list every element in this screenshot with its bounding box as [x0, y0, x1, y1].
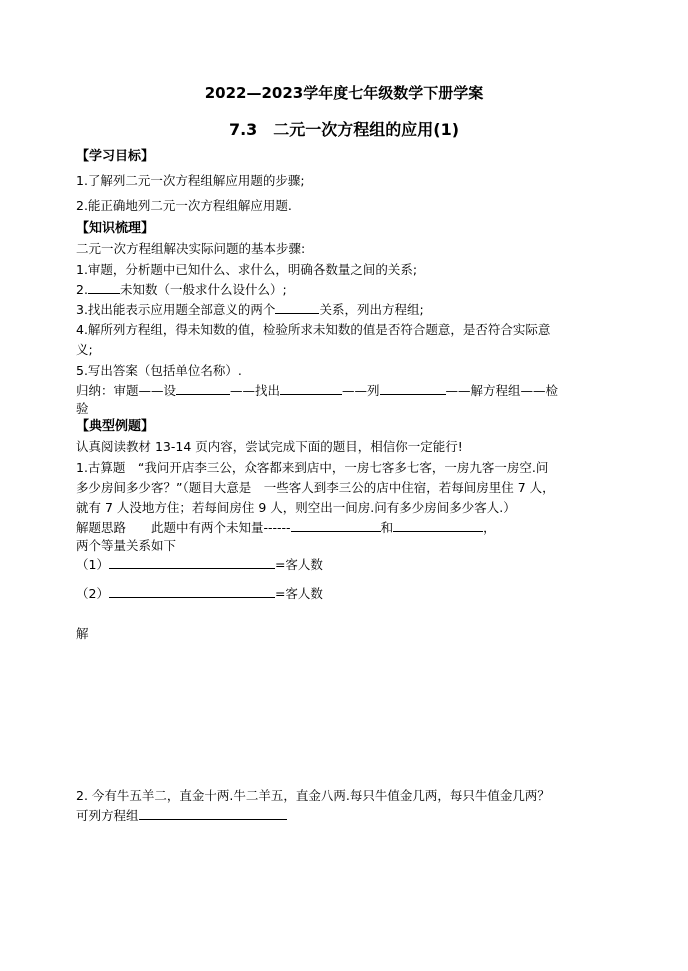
knowledge-intro: 二元一次方程组解决实际问题的基本步骤:: [76, 241, 306, 256]
question-2-line: 2. 今有牛五羊二，直金十两.牛二羊五，直金八两.每只牛值金几两，每只牛值金几两？: [76, 788, 550, 803]
step-1: 1.审题，分析题中已知什么、求什么，明确各数量之间的关系;: [76, 262, 418, 277]
question-2-answer: [76, 807, 287, 824]
summary-part: ——找出: [230, 383, 281, 398]
question-1-line: 就有 7 人没地方住；若每间房住 9 人，则空出一间房.问有多少房间多少客人.）: [76, 500, 516, 515]
page-title: 2022—2023学年度七年级数学下册学案: [204, 84, 484, 102]
blank-field[interactable]: [139, 807, 287, 820]
question-1-line: 1.古算题 “我问开店李三公，众客都来到店中，一房七客多七客，一房九客一房空.问: [76, 460, 549, 475]
step-2: [76, 281, 287, 298]
relation-suffix: =客人数: [274, 557, 323, 572]
question-1-line: 多少房间多少客？”（题目大意是 一些客人到李三公的店中住宿，若每间房里住 7 人，: [76, 480, 555, 495]
relation-label: （1）: [76, 557, 109, 572]
step-4-line2: 义;: [76, 342, 93, 357]
summary-part: 归纳：审题——设: [76, 383, 177, 398]
step-3: [76, 301, 424, 318]
blank-field[interactable]: [109, 556, 275, 569]
relation-2: [76, 585, 323, 602]
answer-prefix: 可列方程组: [76, 808, 139, 823]
relation-suffix: =客人数: [274, 586, 323, 601]
objective-item: 1.了解列二元一次方程组解应用题的步骤;: [76, 173, 305, 188]
examples-intro: 认真阅读教材 13-14 页内容，尝试完成下面的题目，相信你一定能行!: [76, 439, 463, 454]
knowledge-heading: 【知识梳理】: [76, 221, 155, 236]
solve-label: 解: [76, 626, 89, 641]
blank-field[interactable]: [176, 382, 230, 395]
step-3-prefix: 3.找出能表示应用题全部意义的两个: [76, 302, 276, 317]
blank-field[interactable]: [109, 585, 275, 598]
summary-line: [76, 382, 558, 399]
blank-field[interactable]: [88, 281, 120, 294]
blank-field[interactable]: [291, 519, 381, 532]
step-5: 5.写出答案（包括单位名称）.: [76, 363, 242, 378]
hint-and: 和: [380, 520, 394, 535]
blank-field[interactable]: [280, 382, 342, 395]
relation-1: [76, 556, 323, 573]
relation-label: （2）: [76, 586, 109, 601]
step-3-suffix: 关系，列出方程组;: [319, 302, 424, 317]
examples-heading: 【典型例题】: [76, 419, 155, 434]
lesson-title: 7.3 二元一次方程组的应用(1): [228, 120, 460, 139]
hint-prefix: 解题思路 此题中有两个未知量------: [76, 520, 291, 535]
question-1-hint: [76, 519, 496, 536]
summary-part: ——列: [342, 383, 380, 398]
step-2-prefix: 2.: [76, 282, 88, 297]
objective-item: 2.能正确地列二元一次方程组解应用题.: [76, 198, 292, 213]
relations-intro: 两个等量关系如下: [76, 538, 177, 553]
blank-field[interactable]: [380, 382, 446, 395]
hint-end: ，: [483, 520, 496, 535]
step-2-suffix: 未知数（一般求什么设什么）;: [119, 282, 287, 297]
objectives-heading: 【学习目标】: [76, 149, 155, 164]
step-4-line1: 4.解所列方程组，得未知数的值，检验所求未知数的值是否符合题意，是否符合实际意: [76, 322, 551, 337]
summary-part: ——解方程组——检: [445, 383, 559, 398]
blank-field[interactable]: [275, 301, 319, 314]
summary-line2: 验: [76, 401, 89, 416]
blank-field[interactable]: [393, 519, 483, 532]
